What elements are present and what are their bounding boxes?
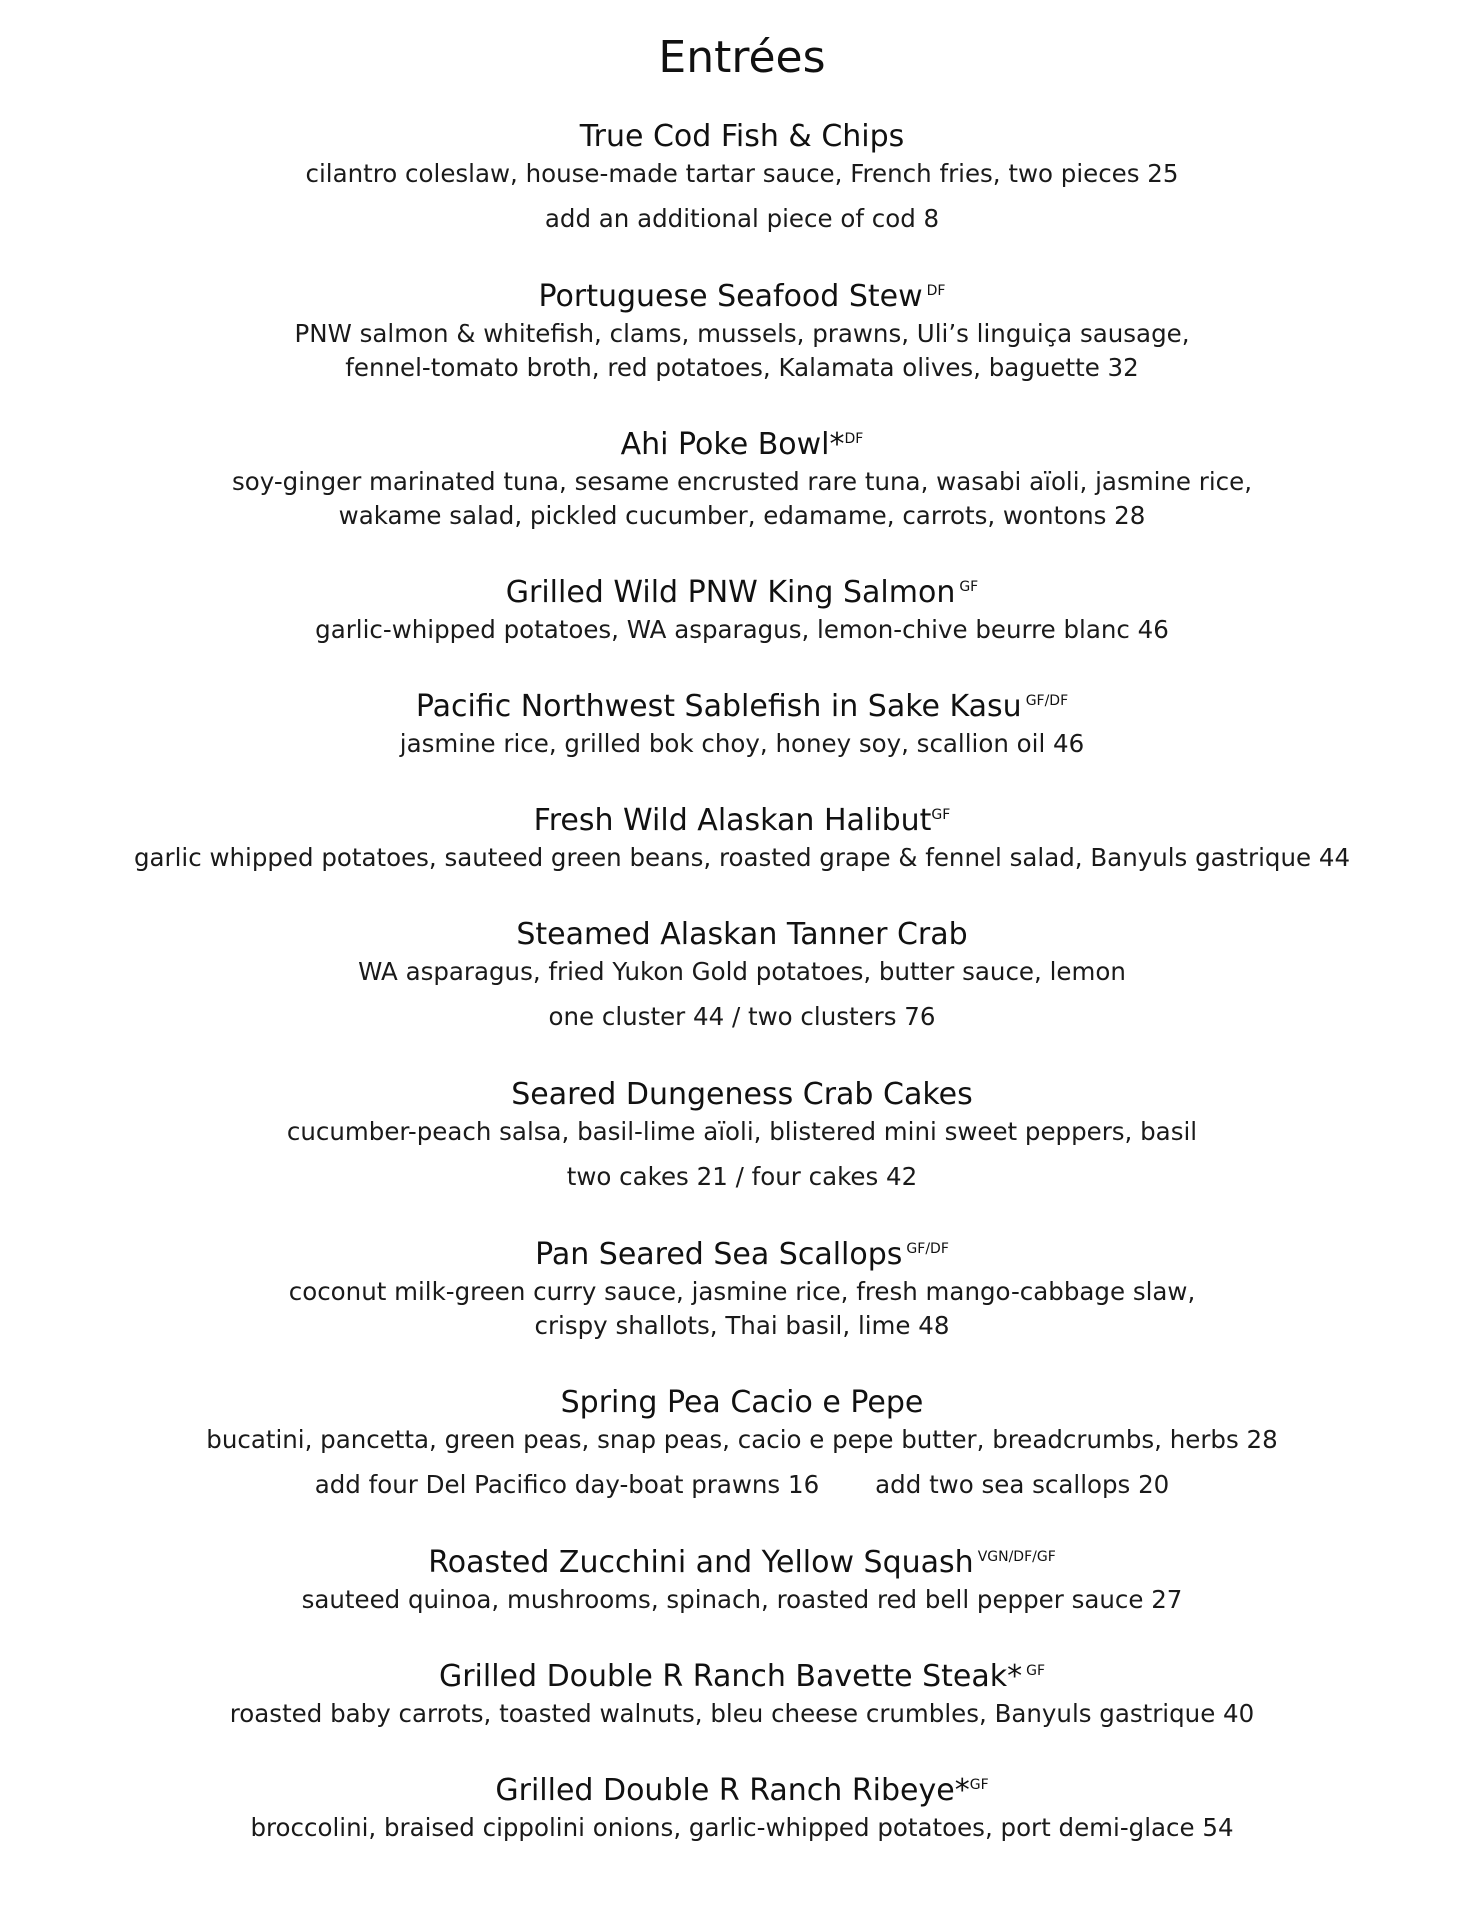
menu-item-description: garlic-whipped potatoes, WA asparagus, lemon-chive beurre blanc 46: [315, 615, 1169, 644]
menu-item: [0, 915, 1484, 1034]
dietary-tag: DF: [844, 431, 864, 447]
menu-item-name: Spring Pea Cacio e Pepe: [560, 1385, 924, 1420]
menu-item-price-options: two cakes 21 / four cakes 42: [566, 1162, 918, 1191]
dietary-tag: VGN/DF/GF: [977, 1549, 1056, 1565]
dietary-tag: GF: [959, 579, 979, 595]
menu-section-title: Entrées: [658, 32, 826, 83]
menu-item-name: Roasted Zucchini and Yellow Squash $^{VGN/DF/GF}$: [428, 1545, 1056, 1580]
dietary-tag: GF/DF: [906, 1241, 949, 1257]
menu-item-name: Grilled Wild PNW King Salmon $^{GF}$: [505, 575, 979, 610]
menu-item-description: crispy shallots, Thai basil, lime 48: [534, 1311, 950, 1340]
menu-item-description: sauteed quinoa, mushrooms, spinach, roasted red bell pepper sauce 27: [301, 1585, 1183, 1614]
menu-item-price-options: one cluster 44 / two clusters 76: [548, 1002, 936, 1031]
dietary-tag: GF: [969, 1777, 989, 1793]
menu-item-addons: [0, 1468, 1484, 1502]
menu-item: [0, 1075, 1484, 1194]
menu-item: [0, 801, 1484, 875]
menu-item-description: soy-ginger marinated tuna, sesame encrusted rare tuna, wasabi aïoli, jasmine rice,: [232, 467, 1252, 496]
menu-item-description: coconut milk-green curry sauce, jasmine rice, fresh mango-cabbage slaw,: [288, 1277, 1196, 1306]
menu-item-description: WA asparagus, fried Yukon Gold potatoes, butter sauce, lemon: [358, 957, 1126, 986]
menu-item-description: PNW salmon & whitefish, clams, mussels, prawns, Uli’s linguiça sausage,: [294, 319, 1190, 348]
menu-item: [0, 687, 1484, 761]
menu-item-addon: add an additional piece of cod 8: [544, 204, 940, 233]
menu-item-description: bucatini, pancetta, green peas, snap peas, cacio e pepe butter, breadcrumbs, herbs 28: [206, 1425, 1278, 1454]
menu-item: [0, 1543, 1484, 1617]
menu-item-description: jasmine rice, grilled bok choy, honey soy, scallion oil 46: [399, 729, 1085, 758]
menu-item-name: Portuguese Seafood Stew $^{DF}$: [538, 279, 946, 314]
menu-item-name: Seared Dungeness Crab Cakes: [511, 1077, 973, 1112]
menu-item: [0, 573, 1484, 647]
dietary-tag: GF: [1026, 1663, 1046, 1679]
dietary-tag: DF: [926, 283, 946, 299]
menu-item: [0, 277, 1484, 385]
menu-item-addon: add two sea scallops 20: [875, 1470, 1170, 1499]
menu-item-name: Pan Seared Sea Scallops $^{GF/DF}$: [535, 1237, 949, 1272]
menu-item-description: broccolini, braised cippolini onions, garlic-whipped potatoes, port demi-glace 54: [250, 1813, 1234, 1842]
menu-item: [0, 425, 1484, 533]
menu-item-addon: add four Del Pacifico day-boat prawns 16: [314, 1470, 820, 1499]
menu-item: [0, 1383, 1484, 1502]
menu-item: [0, 1235, 1484, 1343]
menu-item-name: Grilled Double R Ranch Ribeye*$^{GF}$: [495, 1773, 989, 1808]
menu-item-description: roasted baby carrots, toasted walnuts, bleu cheese crumbles, Banyuls gastrique 40: [229, 1699, 1255, 1728]
menu-item-description: cilantro coleslaw, house-made tartar sauce, French fries, two pieces 25: [305, 159, 1179, 188]
dietary-tag: GF: [931, 807, 951, 823]
menu-item-name: Ahi Poke Bowl*$^{DF}$: [620, 427, 864, 462]
dietary-tag: GF/DF: [1025, 693, 1069, 709]
menu-item: [0, 117, 1484, 236]
menu-item-name: Fresh Wild Alaskan Halibut$^{GF}$: [533, 803, 951, 838]
menu-item-description: wakame salad, pickled cucumber, edamame, carrots, wontons 28: [338, 501, 1146, 530]
menu-item-description: garlic whipped potatoes, sauteed green beans, roasted grape & fennel salad, Banyuls gastrique 44: [133, 843, 1351, 872]
menu-item-description: fennel-tomato broth, red potatoes, Kalamata olives, baguette 32: [345, 353, 1139, 382]
menu-item: [0, 1771, 1484, 1845]
menu-item-name: True Cod Fish & Chips: [579, 119, 905, 154]
menu-item-name: Grilled Double R Ranch Bavette Steak* $^{GF}$: [438, 1659, 1046, 1694]
menu-item-name: Pacific Northwest Sablefish in Sake Kasu $^{GF/DF}$: [415, 689, 1069, 724]
menu-item-description: cucumber-peach salsa, basil-lime aïoli, blistered mini sweet peppers, basil: [286, 1117, 1198, 1146]
menu-item: [0, 1657, 1484, 1731]
menu-item-name: Steamed Alaskan Tanner Crab: [516, 917, 968, 952]
